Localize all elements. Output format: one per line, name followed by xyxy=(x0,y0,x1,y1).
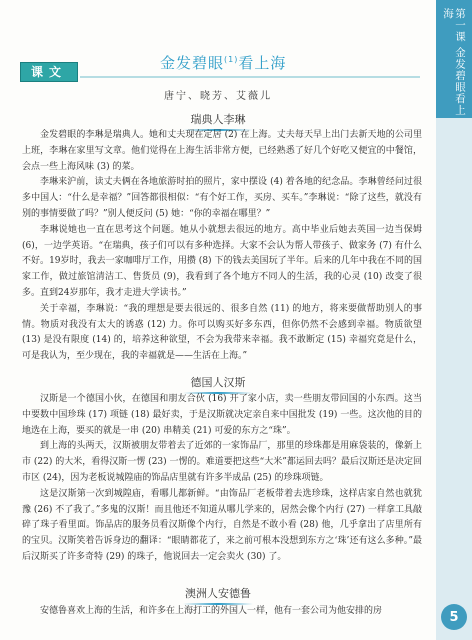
paragraph: 李琳说她也一直在思考这个问题。她从小就想去很远的地方。高中毕业后她去英国一边当保姆 (6)，一边学英语。“在瑞典，孩子们可以有多种选择。大家不会认为帮人带孩子、做家务 (7) 有什么不好。19岁时，我去一家咖啡厅工作，用攒 (8) 下的钱去美国玩了半年。后来的几年中我在不同的国家工作，做过旅馆清洁工、售货员 (9)，我看到了各个地方不同人的生活，我的心灵 (10) 改变了很多。直到24岁那年，我才走进大学读书。” xyxy=(22,224,422,298)
paragraph: 到上海的头两天，汉斯被朋友带着去了近郊的一家饰品厂，那里的珍珠都是用麻袋装的，像新上市 (22) 的大米，看得汉斯一愣 (23) 一愣的。难道要把这些“大米”都运回去吗？最后汉斯还是决定回市区 (24)，因为老板说城隍庙的饰品店里就有许多半成品 (25) 的珍珠项链。 xyxy=(22,441,422,483)
section-body-2 xyxy=(22,392,422,566)
section-body-3 xyxy=(22,604,422,620)
paragraph: 这是汉斯第一次到城隍庙，看哪儿都新鲜。“由饰品厂老板带着去选珍珠，这样店家自然也就犹豫 (26) 不了我了。”多鬼的汉斯！而且他还不知道从哪儿学来的，居然会像个内行 (27) 一样拿工具敲碎了珠子看里面。饰品店的服务员看汉斯像个内行，自然是不敢小看 (28) 他，几乎拿出了店里所有的宝贝。汉斯笑着告诉身边的翻译：“眼睛都花了，来之前可根本没想到东方之‘珠’还有这么多种。”最后汉斯买了许多奇特 (29) 的珠子，他说回去一定会卖火 (30) 了。 xyxy=(22,488,422,562)
paragraph: 汉斯是一个德国小伙，在德国和朋友合伙 (16) 开了家小店，卖一些朋友带回国的小东西。这当中要数中国珍珠 (17) 项链 (18) 最好卖，于是汉斯就决定亲自来中国批发 (19) 一些。这次他的目的地选在上海，要买的就是一串 (20) 串精美 (21) 可爱的东方之“珠”。 xyxy=(22,394,422,436)
paragraph: 安德鲁喜欢上海的生活，和许多在上海打工的外国人一样，他有一套公司为他安排的房 xyxy=(40,606,383,616)
section-heading-text: 瑞典人李琳 xyxy=(190,113,246,126)
authors: 唐宁、晓芳、艾薇儿 xyxy=(164,91,272,102)
title-part-1: 金发碧眼 xyxy=(160,54,225,72)
section-heading-2 xyxy=(0,374,436,394)
page-number: 5 xyxy=(441,604,467,630)
lesson-header xyxy=(0,50,436,80)
section-body-1 xyxy=(22,128,422,365)
paragraph: 李琳来沪前，读丈夫俩在各地旅游时拍的照片，家中摆设 (4) 着各地的纪念品。李琳曾经问过很多中国人：“什么是幸福？”回答都很相似：“有个好工作，买房、买车。”李琳说：“除了这些，就没有别的事情要做了吗？”别人便反问 (5) 她：“你的幸福在哪里？” xyxy=(22,177,422,219)
title-note: (1) xyxy=(224,55,239,64)
paragraph: 金发碧眼的李琳是瑞典人。她和丈夫现在定居 (2) 在上海。丈夫每天早上出门去新天地的公司里上班，李琳在家里写文章。他们觉得在上海生活非常方便，已经熟悉了好几个好吃又便宜的中餐馆，会点一些上海风味 (3) 的菜。 xyxy=(22,130,422,172)
section-heading-3 xyxy=(0,585,436,605)
paragraph: 关于幸福，李琳说：“我的理想是要去很远的、很多自然 (11) 的地方，将来要做帮助别人的事情。物质对我没有太大的诱惑 (12) 力。你可以购买好多东西，但你仍然不会感到幸福。物质欲望 (13) 是没有限度 (14) 的，培养这种欲望，不会为我带来幸福。我不敢断定 (15) 幸福究竟是什么，可是我认为，至少现在，我的幸福就是——生活在上海。” xyxy=(22,303,422,362)
lesson-badge: 课文 xyxy=(20,62,78,82)
section-heading-text: 澳洲人安德鲁 xyxy=(185,587,251,600)
title-part-2: 看上海 xyxy=(238,54,287,72)
chapter-tab[interactable] xyxy=(436,0,472,118)
header-divider xyxy=(80,76,420,78)
chapter-tab-label: 第一课 金发碧眼看上海 xyxy=(442,8,466,116)
lesson-title xyxy=(160,52,286,73)
section-heading-text: 德国人汉斯 xyxy=(190,376,246,389)
